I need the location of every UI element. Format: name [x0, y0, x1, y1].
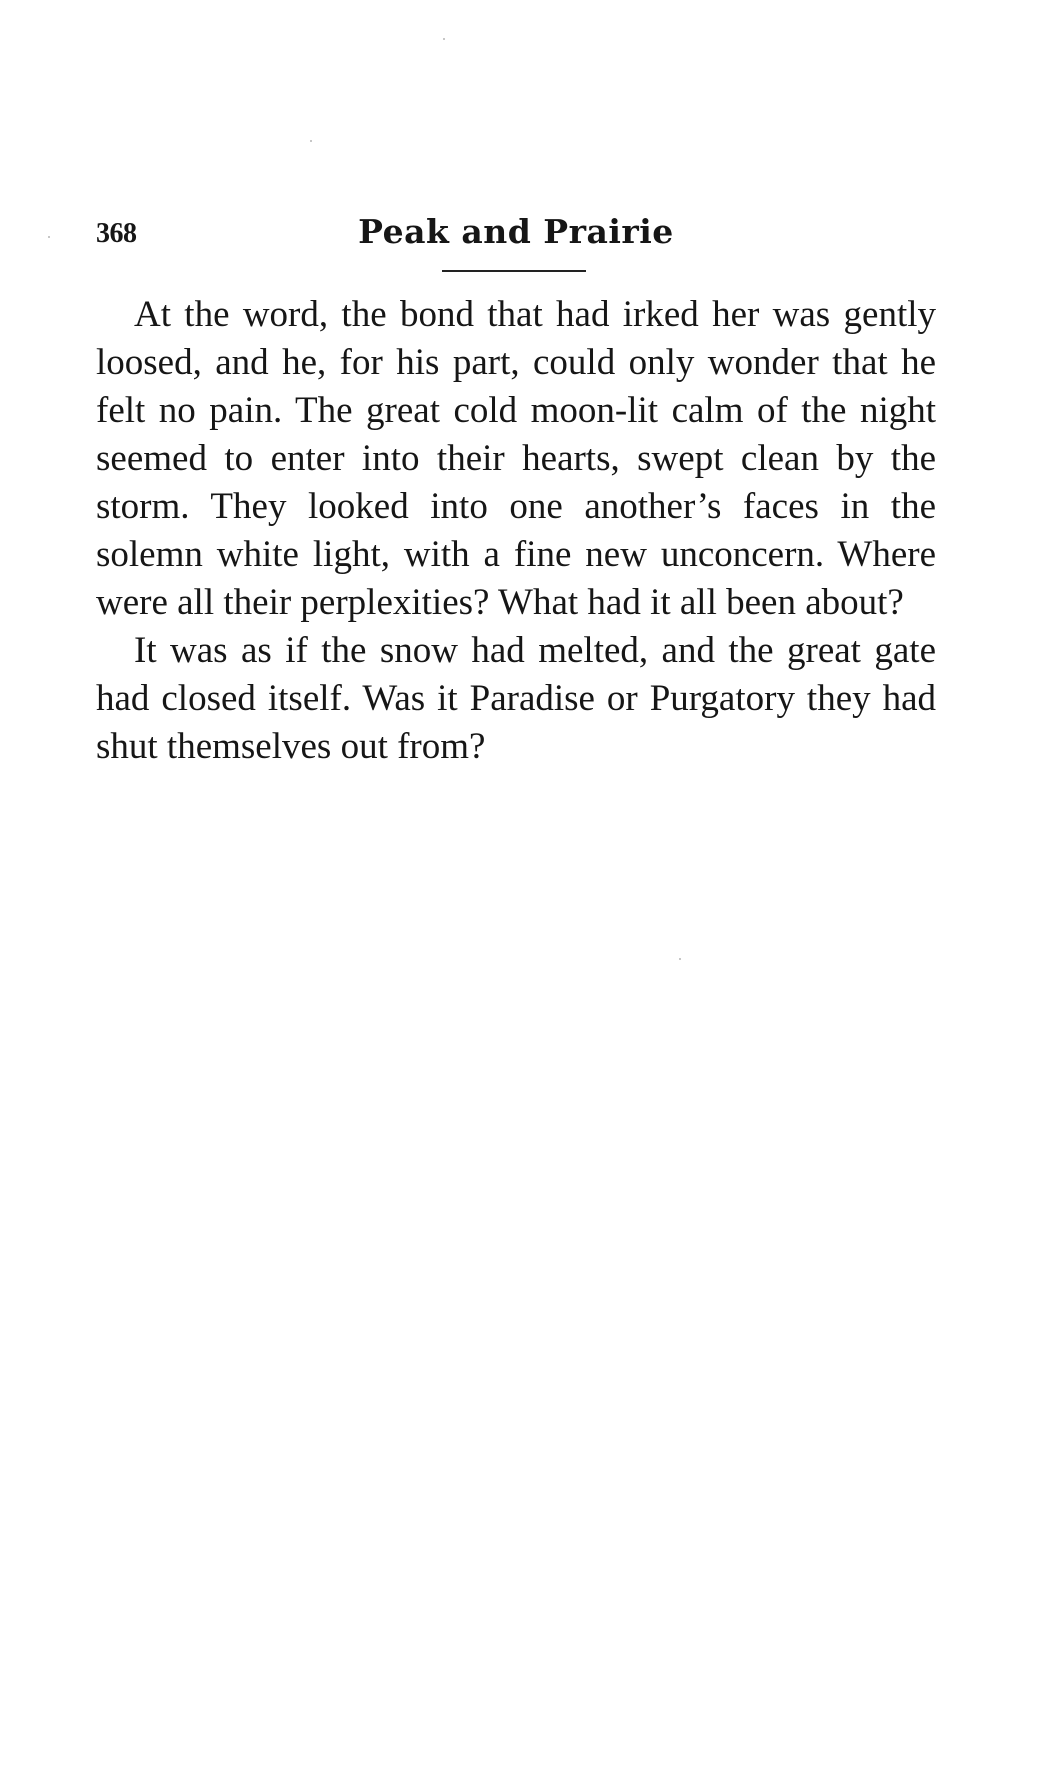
paper-speck — [48, 236, 50, 238]
title-rule — [442, 270, 586, 272]
paper-speck — [443, 38, 445, 40]
page-number: 368 — [96, 218, 137, 249]
body-text — [96, 291, 936, 771]
page-header — [96, 212, 936, 264]
paper-speck — [310, 140, 312, 142]
paper-speck — [679, 958, 681, 960]
paragraph-1: At the word, the bond that had irked her was gently loosed, and he, for his part, could only wonder that he felt no pain. The great cold moon-lit calm of the night seemed to enter into their hearts, swept clean by the storm. They looked into one another’s faces in the solemn white light, with a fine new unconcern. Where were all their perplexities? What had it all been about? — [96, 294, 936, 623]
paragraph-2: It was as if the snow had melted, and the great gate had closed itself. Was it Paradise or Purgatory they had shut themselves out from? — [96, 630, 936, 767]
running-title: Peak and Prairie — [358, 212, 674, 251]
